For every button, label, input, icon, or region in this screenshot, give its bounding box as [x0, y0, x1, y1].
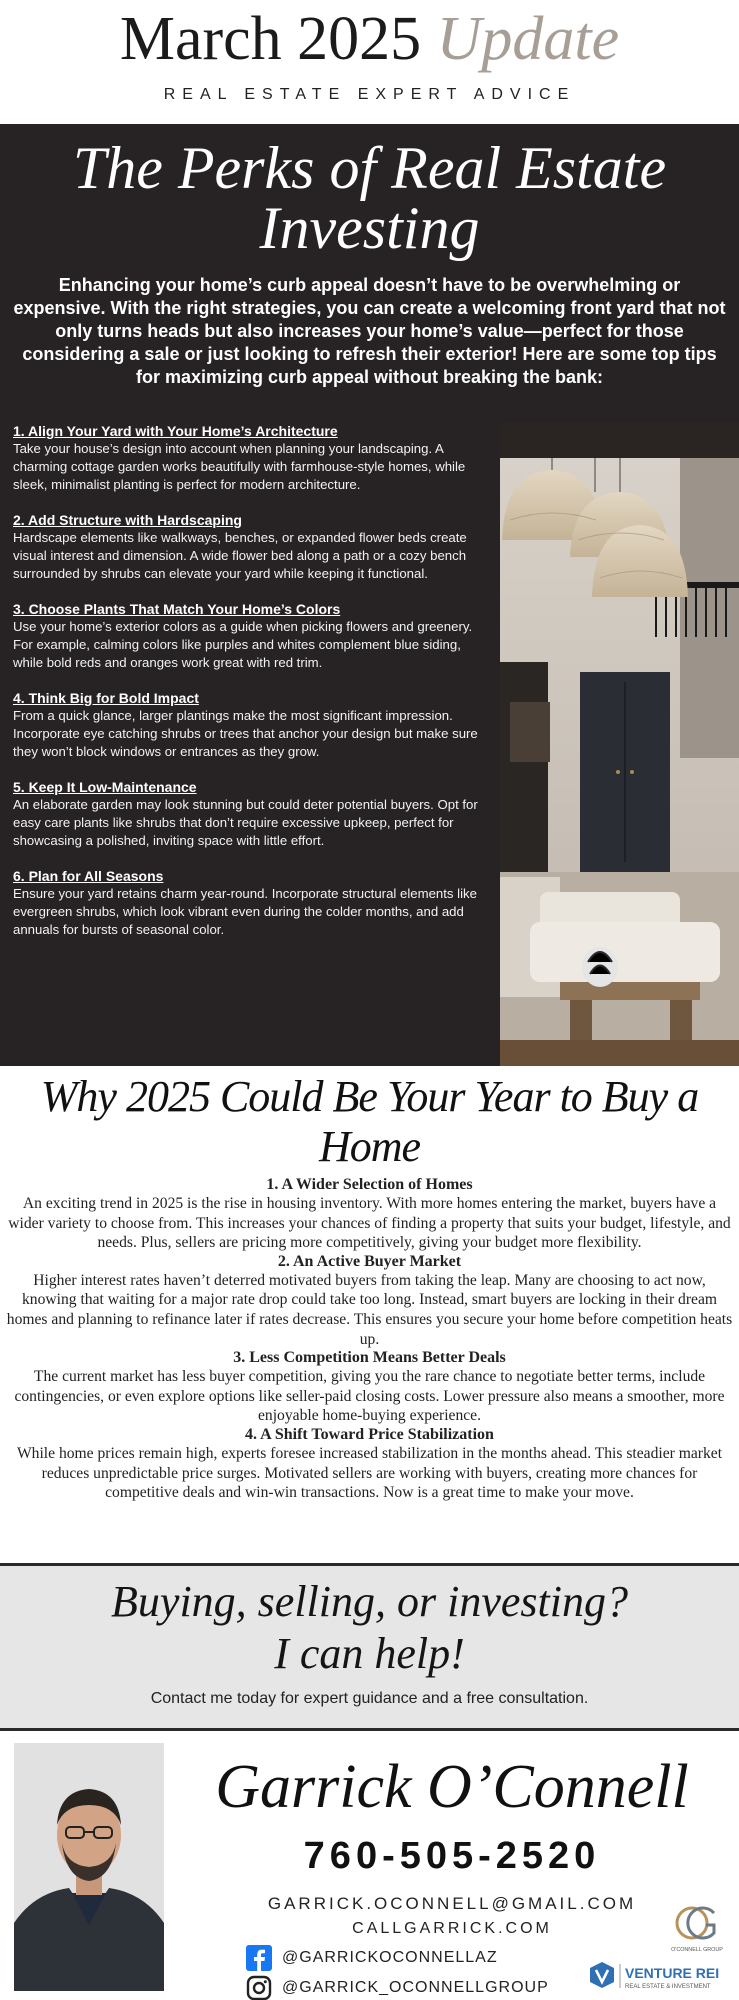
title-accent: Update	[436, 5, 620, 73]
why-item-title: 2. An Active Buyer Market	[277, 1252, 462, 1270]
tip-body: From a quick glance, larger plantings make the most significant impression. Incorporate eye catching shrubs or trees that anchor your design but make sure they won’t block windows or entrances as they grow.	[13, 708, 478, 759]
perks-section	[0, 124, 739, 1066]
why-item	[0, 1253, 739, 1349]
tip-body: Ensure your yard retains charm year-round. Incorporate structural elements like evergreen shrubs, which look vibrant even during the colder months, and add annuals for bursts of seasonal color.	[13, 886, 477, 937]
cta-headline	[0, 1566, 739, 1680]
why-item	[0, 1426, 739, 1503]
agent-name: Garrick O’Connell	[215, 1753, 689, 1821]
why-item-title: 1. A Wider Selection of Homes	[266, 1176, 473, 1193]
phone-number[interactable]: 760-505-2520	[303, 1835, 601, 1877]
cta-banner	[0, 1563, 739, 1731]
instagram-icon	[246, 1975, 272, 2000]
cta-line-2: I can help!	[274, 1629, 465, 1678]
vr-logo-tagline: REAL ESTATE & INVESTMENT	[625, 1984, 711, 1990]
tip-title: 3. Choose Plants That Match Your Home’s Colors	[13, 601, 341, 617]
title-main: March 2025	[119, 5, 422, 73]
contact-section	[0, 1731, 739, 2000]
website-link[interactable]: CALLGARRICK.COM	[352, 1920, 552, 1937]
cta-line-1: Buying, selling, or investing?	[111, 1577, 628, 1626]
og-logo-caption: O'CONNELL GROUP	[671, 1947, 723, 1953]
tip-item	[13, 689, 485, 761]
facebook-icon	[246, 1945, 272, 1971]
why-item-body: While home prices remain high, experts foresee increased stabilization in the months ahead. This steadier market reduces unpredictable price surges. Motivated sellers are working with buyers, creating more chances for competitive deals and win-win transactions. Now is a great time to make your move.	[16, 1444, 723, 1502]
tip-title: 5. Keep It Low-Maintenance	[13, 779, 197, 795]
agent-portrait	[14, 1743, 164, 1991]
interior-photo-art	[500, 422, 739, 1066]
tip-title: 2. Add Structure with Hardscaping	[13, 512, 242, 528]
tip-item	[13, 511, 485, 583]
tip-title: 1. Align Your Yard with Your Home’s Architecture	[13, 423, 338, 439]
tip-item	[13, 778, 485, 850]
why-buy-section	[0, 1066, 739, 1503]
agent-photo	[14, 1743, 164, 1991]
why-item-body: Higher interest rates haven’t deterred motivated buyers from taking the leap. Many are choosing to act now, knowing that waiting for a major rate drop could take too long. Instead, smart buyers are locking in their dream homes and planning to refinance later if rates decrease. This ensures you secure your home before competition heats up.	[6, 1271, 733, 1348]
why-item-body: The current market has less buyer competition, giving you the rare chance to negotiate better terms, include contingencies, or even explore options like seller-paid closing costs. Lower pressure also means a smoother, more enjoyable home-buying experience.	[14, 1368, 725, 1425]
why-item-title: 4. A Shift Toward Price Stabilization	[245, 1425, 494, 1443]
tip-title: 4. Think Big for Bold Impact	[13, 690, 199, 706]
facebook-handle-row[interactable]	[246, 1945, 498, 1971]
why-item	[0, 1349, 739, 1426]
why-item	[0, 1176, 739, 1253]
newsletter-subtitle: REAL ESTATE EXPERT ADVICE	[163, 86, 576, 103]
perks-title: The Perks of Real Estate Investing	[72, 135, 667, 261]
instagram-handle-row[interactable]	[246, 1975, 549, 2000]
cta-subtext: Contact me today for expert guidance and a free consultation.	[150, 1690, 589, 1707]
interior-photo	[500, 422, 739, 1066]
venture-rei-logo	[588, 1958, 736, 1994]
tip-title: 6. Plan for All Seasons	[13, 868, 164, 884]
vr-logo-name: VENTURE REI	[625, 1965, 720, 1981]
tip-body: Hardscape elements like walkways, benches, or expanded flower beds create visual interest and dimension. A wide flower bed along a path or a cozy bench surrounded by shrubs can elevate your yard while keeping it functional.	[13, 530, 467, 581]
why-item-body: An exciting trend in 2025 is the rise in housing inventory. With more homes entering the market, buyers have a wider variety to choose from. This increases your chances of finding a property that suits your budget, lifestyle, and needs. Plus, sellers are pricing more competitively, giving your budget more flexibility.	[8, 1195, 731, 1252]
perks-intro: Enhancing your home’s curb appeal doesn’t have to be overwhelming or expensive. With the right strategies, you can create a welcoming front yard that not only turns heads but also increases your home’s value—perfect for those considering a sale or just looking to refresh their exterior! Here are some top tips for maximizing curb appeal without breaking the bank:	[13, 275, 726, 387]
facebook-handle: @GARRICKOCONNELLAZ	[282, 1949, 498, 1966]
tip-body: Take your house’s design into account when planning your landscaping. A charming cottage garden works beautifully with farmhouse-style homes, while sleek, minimalist planting is perfect for modern architecture.	[13, 441, 466, 492]
instagram-handle: @GARRICK_OCONNELLGROUP	[282, 1979, 549, 1996]
header	[0, 0, 739, 124]
why-title: Why 2025 Could Be Your Year to Buy a Home	[40, 1072, 699, 1171]
why-items	[0, 1176, 739, 1503]
tip-body: An elaborate garden may look stunning but could deter potential buyers. Opt for easy care plants like shrubs that don’t require excessive upkeep, perfect for showcasing a polished, inviting space with little effort.	[13, 797, 478, 848]
email-address[interactable]: GARRICK.OCONNELL@GMAIL.COM	[267, 1894, 637, 1913]
tip-item	[13, 422, 485, 494]
newsletter-title	[0, 0, 739, 72]
tips-list	[13, 422, 485, 956]
oconnell-group-logo	[668, 1901, 726, 1957]
why-item-title: 3. Less Competition Means Better Deals	[233, 1349, 506, 1367]
tip-item	[13, 867, 485, 939]
tip-item	[13, 600, 485, 672]
tip-body: Use your home’s exterior colors as a guide when picking flowers and greenery. For example, calming colors like purples and whites complement blue siding, while bold reds and oranges work great with red trim.	[13, 619, 473, 670]
